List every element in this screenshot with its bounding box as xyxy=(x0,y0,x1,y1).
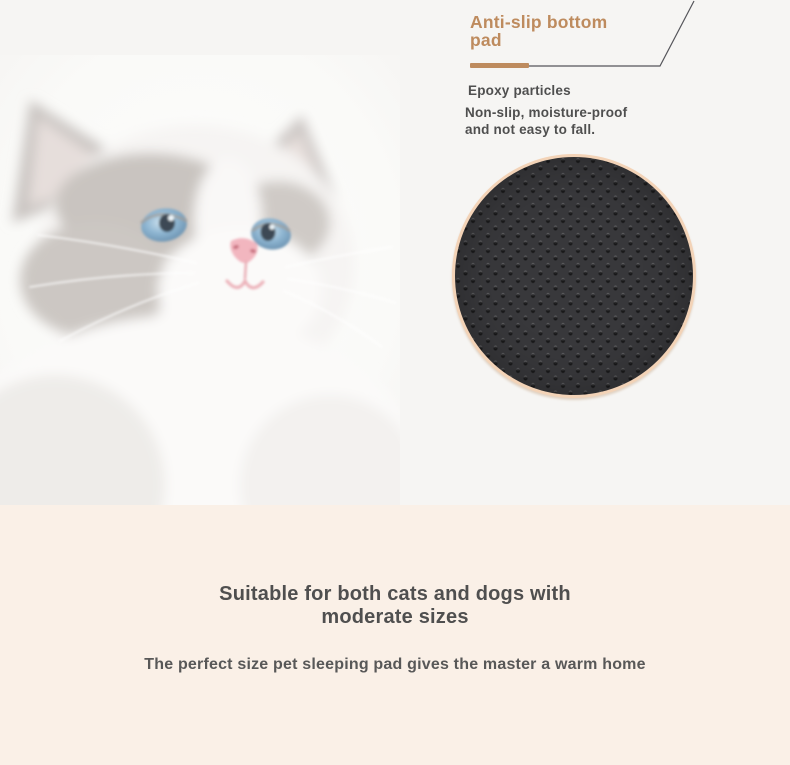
caption-heading-line: moderate sizes xyxy=(321,606,469,628)
cat-photo xyxy=(0,55,400,505)
feature-description-line: and not easy to fall. xyxy=(465,121,596,137)
accent-underline xyxy=(470,63,529,68)
feature-description-line: Non-slip, moisture-proof xyxy=(465,105,628,120)
callout-title-line: pad xyxy=(470,30,502,50)
caption-heading xyxy=(0,583,790,629)
feature-description xyxy=(465,105,685,138)
anti-slip-texture-photo xyxy=(452,154,696,398)
caption-subheading: The perfect size pet sleeping pad gives the master a warm home xyxy=(144,656,646,673)
feature-title: Epoxy particles xyxy=(468,83,571,98)
caption-heading-line: Suitable for both cats and dogs with xyxy=(219,583,571,605)
caption-section xyxy=(0,505,790,765)
callout-title xyxy=(470,13,640,49)
callout-title-line: Anti-slip bottom xyxy=(470,12,608,32)
